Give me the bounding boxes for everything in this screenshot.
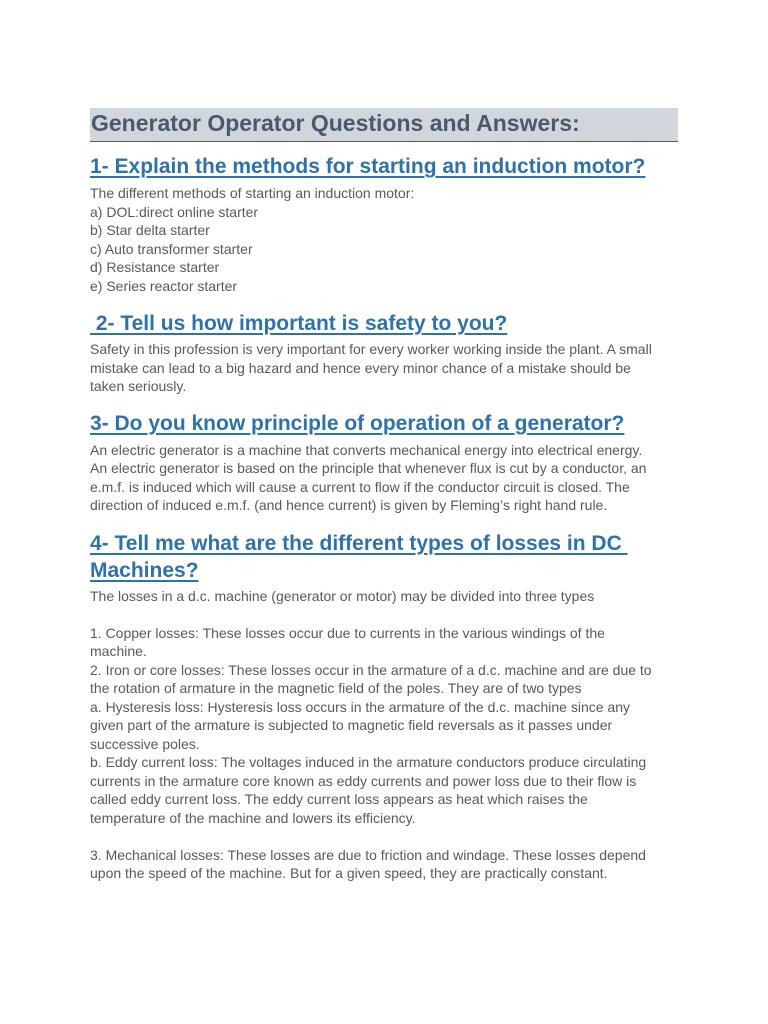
answer-4-line: b. Eddy current loss: The voltages induced in the armature conductors produce circulating xyxy=(90,754,647,770)
answer-4-line: temperature of the machine and lowers its efficiency. xyxy=(90,809,416,826)
answer-3-line: An electric generator is based on the principle that whenever flux is cut by a conductor, an xyxy=(90,460,647,476)
answer-4-line: a. Hysteresis loss: Hysteresis loss occurs in the armature of the d.c. machine since any xyxy=(90,698,630,715)
answer-1-line: The different methods of starting an induction motor: xyxy=(90,185,415,201)
answer-3-line: direction of induced e.m.f. (and hence current) is given by Fleming’s right hand rule. xyxy=(90,497,608,513)
answer-1 xyxy=(90,184,678,295)
paragraph-gap xyxy=(90,605,678,624)
document-title: Generator Operator Questions and Answers: xyxy=(91,110,580,136)
answer-1-line: a) DOL:direct online starter xyxy=(90,203,259,220)
answer-1-line: b) Star delta starter xyxy=(90,222,210,238)
answer-1-line: e) Series reactor starter xyxy=(90,277,238,294)
answer-3-line: An electric generator is a machine that converts mechanical energy into electrical energy. xyxy=(90,441,643,458)
answer-2-line: taken seriously. xyxy=(90,378,187,394)
answer-4 xyxy=(90,587,678,883)
answer-4-line: successive poles. xyxy=(90,735,200,752)
paragraph-gap xyxy=(90,827,678,846)
answer-1-line: c) Auto transformer starter xyxy=(90,240,253,257)
answer-1-line: d) Resistance starter xyxy=(90,259,220,275)
question-1-heading[interactable]: 1- Explain the methods for starting an induction motor? xyxy=(90,155,646,178)
answer-2-line: mistake can lead to a big hazard and hence every minor chance of a mistake should be xyxy=(90,359,631,376)
question-4-heading[interactable] xyxy=(90,530,678,584)
question-2-heading[interactable]: 2- Tell us how important is safety to you? xyxy=(90,312,508,335)
question-3-heading[interactable]: 3- Do you know principle of operation of a generator? xyxy=(90,411,625,435)
answer-4-line: 1. Copper losses: These losses occur due to currents in the various windings of the xyxy=(90,624,605,641)
answer-4-line: called eddy current loss. The eddy current loss appears as heat which raises the xyxy=(90,791,588,807)
answer-2-line: Safety in this profession is very important for every worker working inside the plant. A small xyxy=(90,341,652,357)
answer-4-line: 3. Mechanical losses: These losses are due to friction and windage. These losses depend xyxy=(90,846,646,863)
title-bar xyxy=(90,108,678,142)
answer-4-line: machine. xyxy=(90,643,147,659)
answer-4-line: 2. Iron or core losses: These losses occur in the armature of a d.c. machine and are due to xyxy=(90,661,652,678)
answer-4-line: The losses in a d.c. machine (generator or motor) may be divided into three types xyxy=(90,587,595,604)
answer-2 xyxy=(90,340,678,396)
question-4-heading-line-1[interactable]: 4- Tell me what are the different types of losses in DC xyxy=(90,531,628,555)
answer-4-line: upon the speed of the machine. But for a given speed, they are practically constant. xyxy=(90,865,608,881)
answer-4-line: the rotation of armature in the magnetic field of the poles. They are of two types xyxy=(90,680,582,696)
answer-4-line: currents in the armature core known as eddy currents and power loss due to their flow is xyxy=(90,772,637,789)
answer-4-line: given part of the armature is subjected to magnetic field reversals as it passes under xyxy=(90,717,613,733)
answer-3 xyxy=(90,441,678,515)
document-page xyxy=(90,108,678,883)
answer-3-line: e.m.f. is induced which will cause a current to flow if the conductor circuit is closed. The xyxy=(90,478,630,495)
question-4-heading-line-2[interactable]: Machines? xyxy=(90,558,199,582)
